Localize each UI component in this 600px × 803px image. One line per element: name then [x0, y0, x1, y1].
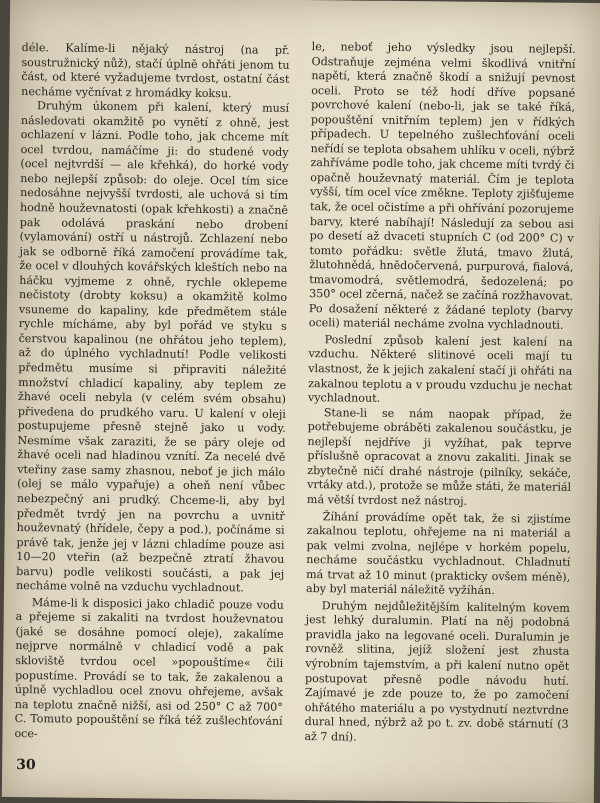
- paragraph: le, neboť jeho výsledky jsou nejlepší. Odstraňuje zejména velmi škodlivá vnitřní napětí, která značně škodí a snižují pevnost oceli. Proto se též hodí dříve popsané povrchové kalení (nebo-li, jak se také říká, popouštění vnitřním teplem) jen v řídkých případech. U tepelného zušlechťování oceli neřídí se teplota obsahem uhlíku v oceli, nýbrž zahříváme podle toho, jak chceme míti tvrdý či opačně houževnatý materiál. Čím je teplota vyšší, tím ocel více změkne. Teploty zjišťujeme tak, že ocel očistíme a při ohřívání pozorujeme barvy, které nabíhají! Následují za sebou asi po desetí až dvaceti stupních C (od 200° C) v tomto pořádku: světle žlutá, tmavo žlutá, žlutohnědá, hnědočervená, purpurová, fialová, tmavomodrá, světlemodrá, šedozelená; po 350° ocel zčerná, načež se začíná rozžhavovat. Po dosažení některé z žádané teploty (barvy oceli) materiál necháme zvolna vychladnouti.: [308, 40, 576, 333]
- paragraph: Máme-li k disposici jako chladič pouze vodu a přejeme si zakaliti na tvrdost houževnatou (jaké se dosáhne pomocí oleje), zakalíme nejprve normálně v chladicí vodě a pak skloviště tvrdou ocel »popouštíme« čili popustíme. Provádí se to tak, že zakalenou a úplně vychladlou ocel znovu ohřejeme, avšak na teplotu značně nižší, asi od 250° C až 700° C. Tomuto popouštění se říká též zušlechťování oce-: [14, 595, 284, 740]
- paragraph: Stane-li se nám naopak případ, že potřebujeme obráběti zakalenou součástku, je nejlepší nejdříve ji vyžíhat, pak teprve příslušně opracovat a znovu zakaliti. Jinak se zbytečně ničí drahé nástroje (pilníky, sekáče, vrtáky atd.), protože se může státi, že materiál má větší tvrdost než nástroj.: [306, 405, 572, 508]
- left-text-column: [14, 41, 289, 744]
- paragraph: Druhým úkonem při kalení, který musí následovati okamžitě po vynětí z ohně, jest ochlazení v lázni. Podle toho, jak chceme mít ocel tvrdou, namáčíme ji: do studené vody (ocel nejtvrdší — ale křehká), do horké vody nebo nejlepší způsob: do oleje. Ocel tím sice nedosáhne nejvyšší tvrdosti, ale uchová si tím hodně houževnatosti (opak křehkosti) a značně pak odolává praskání nebo drobení (vylamování) ostří u nástrojů. Zchlazení nebo jak se odborně říká zamočení provádíme tak, že ocel v dlouhých kovářských kleštích nebo na háčku vyjmeme z ohně, rychle oklepeme nečistoty (drobty koksu) a okamžitě kolmo vsuneme do kapaliny, kde předmětem stále rychle mícháme, aby byl pořád ve styku s čerstvou kapalinou (ne ohřátou jeho teplem), až do úplného vychladnutí! Podle velikosti předmětu musíme si připraviti náležité množství chladicí kapaliny, aby teplem ze žhavé oceli nebyla (v celém svém obsahu) přivedena do prudkého varu. U kalení v oleji postupujeme přesně stejně jako u vody. Nesmíme však zaraziti, že se páry oleje od žhavé oceli nad hladinou vznítí. Za necelé dvě vteřiny zase samy zhasnou, neboť je jich málo (olej se málo vypařuje) a oheň není vůbec nebezpečný ani prudký. Chceme-li, aby byl předmět tvrdý jen na povrchu a uvnitř houževnatý (hřídele, čepy a pod.), počínáme si právě tak, jenže jej v lázni chladíme pouze asi 10—20 vteřin (až bezpečně ztratí žhavou barvu) podle velikosti součásti, a pak jej necháme volně na vzduchu vychladnout.: [15, 99, 290, 595]
- book-page: [2, 0, 600, 803]
- right-text-column: [304, 40, 575, 747]
- paragraph: déle. Kalíme-li nějaký nástroj (na př. soustružnický nůž), stačí úplně ohřáti jenom tu část, od které vyžadujeme tvrdost, ostatní část necháme vyčnívat z hromádky koksu.: [21, 41, 290, 100]
- page-number: 30: [16, 757, 36, 774]
- paragraph: Poslední způsob kalení jest kalení na vzduchu. Některé slitinové oceli mají tu vlastnost, že k jejich zakalení stačí ji ohřáti na zakalnou teplotu a v proudu vzduchu je nechat vychladnout.: [307, 333, 573, 405]
- paragraph: Žíhání provádíme opět tak, že si zjistíme zakalnou teplotu, ohřejeme na ni materiál a pak velmi zvolna, nejlépe v horkém popelu, necháme součástku vychladnout. Chladnutí má trvat až 10 minut (prakticky ovšem méně), aby byl materiál náležitě vyžíhán.: [305, 509, 571, 598]
- paragraph: Druhým nejdůležitějším kalitelným kovem jest lehký duralumin. Platí na něj podobná pravidla jako na legované oceli. Duralumin je rovněž slitina, jejíž složení jest zhusta výrobním tajemstvím, a při kalení nutno opět postupovat přesně podle návodu hutí. Zajímavé je zde pouze to, že po zamočení ohřátého materiálu a po vystydnutí neztvrdne dural hned, nýbrž až po t. zv. době stárnutí (3 až 7 dní).: [304, 599, 570, 744]
